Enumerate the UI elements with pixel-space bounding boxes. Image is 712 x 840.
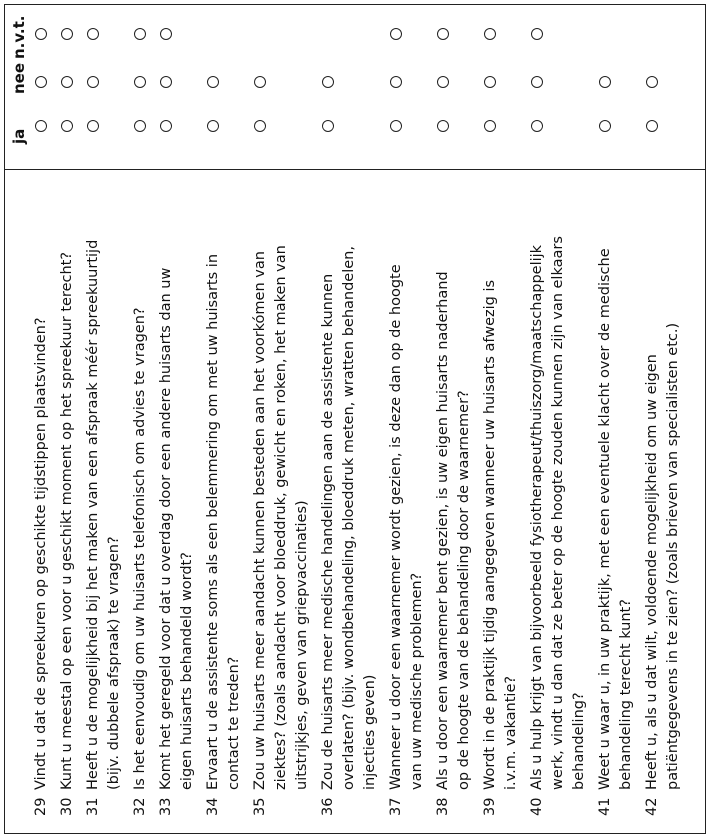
question-row xyxy=(527,4,590,834)
question-line xyxy=(501,216,522,816)
answer-ja-radio[interactable] xyxy=(207,120,219,132)
question-line-text: Wordt in de praktijk tijdig aangegeven wanneer uw huisarts afwezig is xyxy=(482,279,498,790)
question-text xyxy=(31,216,52,816)
question-line-text: Is het eenvoudig om uw huisarts telefonisch om advies te vragen? xyxy=(132,307,148,790)
answer-nee-radio[interactable] xyxy=(254,76,266,88)
question-text xyxy=(250,216,313,816)
question-line xyxy=(663,216,684,816)
question-line-text: werk, vindt u dan dat ze beter op de hoogte zouden kunnen zijn van elkaars xyxy=(550,236,566,790)
answer-ja-radio[interactable] xyxy=(599,120,611,132)
answer-ja-radio[interactable] xyxy=(531,120,543,132)
question-line-text: Ervaart u de assistente soms als een belemmering om met uw huisarts in xyxy=(205,253,221,790)
question-row xyxy=(433,4,475,834)
answer-ja-radio[interactable] xyxy=(134,120,146,132)
answer-nee-radio[interactable] xyxy=(531,76,543,88)
question-number: 37 xyxy=(388,797,404,816)
question-text xyxy=(480,216,522,816)
question-row xyxy=(203,4,245,834)
question-line xyxy=(156,216,177,816)
question-line xyxy=(360,216,381,816)
answer-ja-radio[interactable] xyxy=(254,120,266,132)
question-text xyxy=(527,216,590,816)
answer-nee-radio[interactable] xyxy=(646,76,658,88)
answer-nee-radio[interactable] xyxy=(207,76,219,88)
question-line-text: contact te treden? xyxy=(226,656,242,790)
question-text xyxy=(642,216,684,816)
answer-nee-radio[interactable] xyxy=(390,76,402,88)
question-line xyxy=(595,216,616,816)
question-line xyxy=(339,216,360,816)
question-line xyxy=(250,216,271,816)
answer-nvt-radio[interactable] xyxy=(390,28,402,40)
questionnaire-rotated xyxy=(4,4,706,834)
question-line xyxy=(527,216,548,816)
answer-ja-radio[interactable] xyxy=(61,120,73,132)
question-line xyxy=(224,216,245,816)
answer-nvt-radio[interactable] xyxy=(61,28,73,40)
question-line xyxy=(177,216,198,816)
question-line-text: uitstrijkjes, geven van griepvaccinaties) xyxy=(294,500,310,790)
answer-nee-radio[interactable] xyxy=(484,76,496,88)
question-line xyxy=(386,216,407,816)
question-text xyxy=(57,216,78,816)
question-line xyxy=(57,216,78,816)
question-line xyxy=(31,216,52,816)
question-row xyxy=(31,4,52,834)
question-row xyxy=(156,4,198,834)
question-line-text: injecties geven) xyxy=(362,674,378,790)
question-line-text: Heeft u de mogelijkheid bij het maken van een afspraak méér spreekuurtijd xyxy=(85,239,101,790)
answer-ja-radio[interactable] xyxy=(646,120,658,132)
answer-nee-radio[interactable] xyxy=(322,76,334,88)
question-text xyxy=(203,216,245,816)
answer-ja-radio[interactable] xyxy=(87,120,99,132)
question-line xyxy=(454,216,475,816)
question-number: 36 xyxy=(320,797,336,816)
question-row xyxy=(130,4,151,834)
question-line xyxy=(433,216,454,816)
header-ja: ja xyxy=(10,128,28,144)
question-line xyxy=(292,216,313,816)
question-text xyxy=(318,216,381,816)
question-row xyxy=(83,4,125,834)
question-line xyxy=(480,216,501,816)
header-nee: nee xyxy=(10,62,28,94)
answer-nvt-radio[interactable] xyxy=(484,28,496,40)
question-line xyxy=(407,216,428,816)
question-line-text: overlaten? (bijv. wondbehandeling, bloeddruk meten, wratten behandelen, xyxy=(341,246,357,790)
answer-ja-radio[interactable] xyxy=(437,120,449,132)
question-text xyxy=(595,216,637,816)
question-line-text: behandeling? xyxy=(571,692,587,790)
question-line-text: op de hoogte van de behandeling door de waarnemer? xyxy=(456,390,472,790)
question-row xyxy=(480,4,522,834)
question-line-text: Weet u waar u, in uw praktijk, met een eventuele klacht over de medische xyxy=(597,248,613,790)
question-line xyxy=(548,216,569,816)
answer-nee-radio[interactable] xyxy=(160,76,172,88)
answer-nee-radio[interactable] xyxy=(134,76,146,88)
question-line xyxy=(569,216,590,816)
question-number: 41 xyxy=(597,797,613,816)
answer-nvt-radio[interactable] xyxy=(437,28,449,40)
question-line-text: Zou uw huisarts meer aandacht kunnen besteden aan het voorkómen van xyxy=(252,251,268,790)
answer-ja-radio[interactable] xyxy=(484,120,496,132)
question-number: 35 xyxy=(252,797,268,816)
answer-nvt-radio[interactable] xyxy=(134,28,146,40)
answer-nee-radio[interactable] xyxy=(87,76,99,88)
answer-nvt-radio[interactable] xyxy=(87,28,99,40)
question-number: 40 xyxy=(529,797,545,816)
question-row xyxy=(595,4,637,834)
question-row xyxy=(318,4,381,834)
question-text xyxy=(156,216,198,816)
question-line-text: Als u hulp krijgt van bijvoorbeeld fysiotherapeut/thuiszorg/maatschappelijk xyxy=(529,244,545,790)
header-nvt: n.v.t. xyxy=(10,15,28,59)
answer-ja-radio[interactable] xyxy=(322,120,334,132)
question-line xyxy=(616,216,637,816)
question-line-text: patiëntgegevens in te zien? (zoals brieven van specialisten etc.) xyxy=(665,322,681,790)
question-line-text: ziektes? (zoals aandacht voor bloeddruk, gewicht en roken, het maken van xyxy=(273,245,289,790)
question-line-text: Zou de huisarts meer medische handelingen aan de assistente kunnen xyxy=(320,273,336,790)
question-line xyxy=(104,216,125,816)
question-text xyxy=(130,216,151,816)
answer-ja-radio[interactable] xyxy=(35,120,47,132)
question-line-text: Wanneer u door een waarnemer wordt gezien, is deze dan op de hoogte xyxy=(388,264,404,790)
question-line xyxy=(83,216,104,816)
question-line-text: behandeling terecht kunt? xyxy=(618,599,634,790)
answer-nee-radio[interactable] xyxy=(61,76,73,88)
question-row xyxy=(386,4,428,834)
question-text xyxy=(386,216,428,816)
question-line xyxy=(318,216,339,816)
question-line-text: Als u door een waarnemer bent gezien, is uw eigen huisarts naderhand xyxy=(435,271,451,790)
question-line-text: Heeft u, als u dat wilt, voldoende mogelijkheid om uw eigen xyxy=(644,354,660,790)
question-text xyxy=(83,216,125,816)
question-line-text: Vindt u dat de spreekuren op geschikte tijdstippen plaatsvinden? xyxy=(33,317,49,790)
question-number: 34 xyxy=(205,797,221,816)
question-number: 29 xyxy=(33,797,49,816)
question-text xyxy=(433,216,475,816)
answer-nee-radio[interactable] xyxy=(35,76,47,88)
answer-nvt-radio[interactable] xyxy=(531,28,543,40)
answer-nvt-radio[interactable] xyxy=(160,28,172,40)
question-line-text: van uw medische problemen? xyxy=(409,572,425,790)
question-number: 32 xyxy=(132,797,148,816)
question-number: 39 xyxy=(482,797,498,816)
question-row xyxy=(250,4,313,834)
answer-nee-radio[interactable] xyxy=(437,76,449,88)
question-number: 33 xyxy=(158,797,174,816)
question-line-text: Komt het geregeld voor dat u overdag door een andere huisarts dan uw xyxy=(158,267,174,790)
question-number: 42 xyxy=(644,797,660,816)
question-row xyxy=(642,4,684,834)
answer-nee-radio[interactable] xyxy=(599,76,611,88)
question-line xyxy=(271,216,292,816)
question-line-text: Kunt u meestal op een voor u geschikt moment op het spreekuur terecht? xyxy=(59,251,75,790)
question-number: 30 xyxy=(59,797,75,816)
question-line-text: i.v.m. vakantie? xyxy=(503,675,519,790)
question-number: 38 xyxy=(435,797,451,816)
question-line xyxy=(203,216,224,816)
answer-ja-radio[interactable] xyxy=(160,120,172,132)
question-line xyxy=(642,216,663,816)
answer-nvt-radio[interactable] xyxy=(35,28,47,40)
question-line-text: (bijv. dubbele afspraak) te vragen? xyxy=(106,536,122,790)
question-line-text: eigen huisarts behandeld wordt? xyxy=(179,552,195,790)
question-number: 31 xyxy=(85,797,101,816)
answer-ja-radio[interactable] xyxy=(390,120,402,132)
question-line xyxy=(130,216,151,816)
question-row xyxy=(57,4,78,834)
